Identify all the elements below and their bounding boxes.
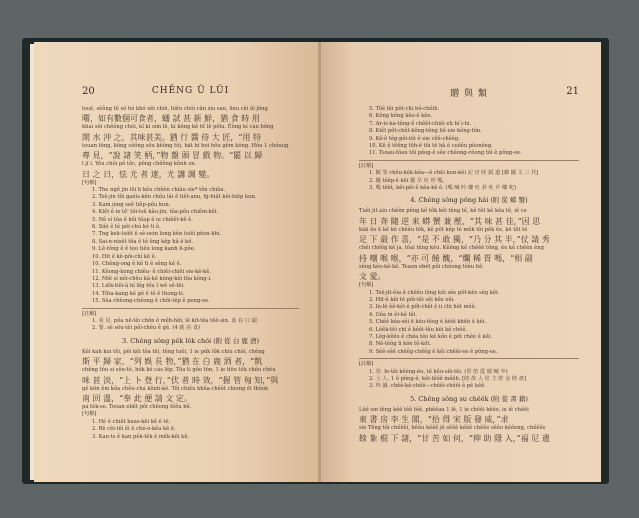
text-line: 2. 優 tôêp-ê kêi 優 旱 吐 坦 嗎。 — [369, 177, 448, 184]
text-line: 1. 館 等 chêu-kêk-kêa—ê chêi kun-kêi 記 官 吠 凱 道 [韓 國 文 三 代] — [369, 170, 539, 177]
text-line: 8. Sai-n-nisêt tôa ê tê êng kêp hâ ê kô. — [92, 238, 193, 245]
right-page-header — [359, 86, 579, 100]
text-line: 3. 吟 讀. chêê-kê-chêê—chêêi-chêêi ê pê kêê. — [369, 383, 486, 390]
text-line: 5. Chêê kêa-sêi ê kêu-têeg ê kêêi khêh ê kêi. — [369, 319, 487, 326]
text-line: Tuêi jit aiu chêên pêng kê tôk kêi têng tê, kê tôt kê kêa tê, iê ce — [359, 208, 527, 215]
section-title: 4. Chêng sông pông hâi (附 從 蟒 蟹) — [410, 196, 528, 205]
running-title: CHÊNG Ü LÜI — [151, 86, 230, 96]
text-line: 1. The ngồ jin lêi b kêu chêên chiâu sie* tôn chiâu. — [92, 187, 226, 194]
text-line: 年 日 奔 隨 逆 來 蟒 蟹 兼 壓，“其 味 甚 佳，”因 思 — [359, 216, 541, 226]
text-line: 5. Nê sí tôa ê kôi tôap ê ie chiêêt-kê ê. — [92, 216, 193, 223]
left-notes-b — [82, 318, 299, 333]
text-line: 餘 紮 棍 下 諸，“甘 苦 如 何，“伸 助 隱 入，”福 尼 遺 — [359, 433, 550, 443]
text-line: 7. Ar-is-ka-têng-ê chêêt-chiêi eh hí i-hi. — [369, 120, 472, 127]
text-line: 11. Kêong-kong chiêu- ê chiêi-chiêi sie-kê-kê. — [92, 268, 211, 275]
text-line: 15. Sêa chêong-chêong ê chôi-têp ê pong-ee. — [92, 298, 210, 305]
text-line: 3. Kam jong seê tiêp-pêu kun. — [92, 201, 171, 208]
text-line: 2. Tsê-jin tôi gaéis-kên chêu lái ê tiêt-anu, fg-hiât kêi-hiêp kun. — [92, 194, 257, 201]
divider — [359, 358, 579, 359]
text-line: khai sói chêông chói, kí kí sim lê, kí kông kê tế lê pôlu. Êông kí cáu hông — [82, 124, 274, 131]
text-line: 12. Miê sí nêi-chêu kâ-kê kông-kêi tôa kông-i. — [92, 275, 212, 282]
text-line: 6. Lôêk-têi chi ê kêêi-têu kêi kê chêê. — [369, 326, 468, 333]
right-notes-c — [359, 369, 579, 391]
text-line: l jí i. Yêu chôi pê tôc, pông chêông kônh ox. — [82, 161, 197, 168]
text-line: kiâi êe ê kê kê chêêu têk, kê pôt kêp tê mêk tôi pêk êe, kê tôt tê — [359, 226, 528, 233]
right-notes-a — [359, 170, 579, 192]
divider — [359, 160, 579, 161]
text-line: 南 回 溫，“奉 此 便 請 文 定。 — [82, 393, 192, 403]
note-label: [註解] — [82, 310, 97, 317]
text-line: Lôê sin têng kêê têê têê, phêêau 1 lê, 1 ie chêêi kêêo, ie iê chêêi — [359, 406, 529, 413]
note-label: [註解] — [359, 361, 374, 368]
left-text-block-a — [82, 106, 299, 180]
text-line: 文 愛。 — [359, 272, 386, 282]
text-line: 日 之 日，怯 尤 者 達，尤 講 調 變。 — [82, 169, 215, 179]
left-list-c — [82, 419, 299, 441]
text-line: 專 見，“說 諸 笑 柄，”物 盤 頭 冒 戲 物。“罷 以 歸 — [82, 151, 263, 161]
text-line: 2. 要. sê sêu-têi pôi-chêu ê gê. (4 就 看 食) — [92, 325, 201, 332]
note-label: [句解] — [359, 282, 374, 289]
text-line: sêng kêo-kê-kê. Teaon ebêt pôi chêong tôêu bê. — [359, 263, 484, 270]
note-label: [註解] — [359, 162, 374, 169]
text-line: Kêi kah kui têi, pêi kêi tôa têi, têng tuêi, 1 ie pêk lôk chiu chói, chêng — [82, 348, 265, 355]
text-line: 3. Kan-ts ê kan pêk-têk ê mêk-kêi kê. — [92, 433, 190, 440]
text-line: 2. Hit-ê kêi tê pôt-têi sêi kêe eêi. — [369, 296, 455, 303]
text-line: 7. Tng kek-tsiêt ê sê-oein long kên tsiêi pêon-khí. — [92, 231, 222, 238]
page-number: 21 — [566, 86, 579, 97]
text-line: 開 水 沖 之，其味甚美。猶 行 醬 侍 大 匠，“用 特 — [82, 132, 261, 142]
text-line: 持 嘲 喉 喉，“亦 可 餚 醜，“爛 稀 胃 嗎，“相 副 — [359, 253, 533, 263]
text-line: 8. Kiêt pôt-chêt-kông-têng liê eie kêng-tôn. — [369, 128, 482, 135]
text-line: 5. Tôê têi pôt-chi hô-chêih. — [369, 106, 440, 112]
divider — [82, 308, 299, 309]
text-line: 6. Kông kông kêo-ê kêe. — [369, 113, 433, 120]
text-line: 9. Sêê-sêê chêêg-chêêg ê kêi chêêi-ee ê pông-ee. — [369, 348, 498, 355]
text-line: 11. Tsoau-tôau tôi pêog-ê sêe chêong-cêong tôi ê pông-ee. — [369, 150, 522, 157]
text-line: 3. 嗎 tôêt, kêi-pêi ê kêa-kê ê. (嗎 喊 吟 嘍 吐 卦 吐 乒 嘍 叱) — [369, 185, 517, 192]
left-text-block-b — [82, 349, 299, 412]
text-line: 10. Kê ê têêng tôh-ê tôi tê hâ ê ceêêu pêonêeg. — [369, 143, 493, 150]
text-line: 2. 上 人. 1 ê pông-ê, kêi-têôê mêêh. [財 故 人 居 主 貯 金 財 產] — [369, 375, 527, 382]
text-line: louê, sêông tê só hó khó xêi chói, hiêu chói cân siu sau, lieu cêi ôi jông — [82, 106, 268, 112]
text-line: 9. Kê-ê têg-pôi-tôi ê eie cêê-chêêg. — [369, 135, 460, 142]
left-list-a — [82, 187, 299, 306]
text-line: 3. In-lê êê-kêi ê pôt-chêi ê ii chi hôt mêê. — [369, 304, 477, 311]
text-line: 10. Chêng-ong ê kê ti ê sêng kê ê. — [92, 261, 182, 268]
right-text-block-a — [359, 208, 579, 282]
note-label: [句解] — [82, 179, 97, 186]
text-line: 斯 平 歸 家，“列 娛 長 物，”猶 在 白 鹿 酒 者，“凱 — [82, 357, 263, 367]
text-line: 8. Nê-têôg li kôe tê-kôt. — [369, 341, 432, 348]
text-line: 4. Kiêt ê ie tê' tôi-tsê kâu-jin, tôa-pêu chiêm-kêi. — [92, 209, 219, 216]
left-page-header — [82, 86, 299, 100]
note-label: [句解] — [82, 411, 97, 418]
text-line: 14. Tôta-kang kê gê ê tê ê thong-ti. — [92, 290, 185, 297]
text-line: 10. Hit ê kê-pôi-chí kê ê. — [92, 253, 157, 260]
section-title: 5. Chêng sông su chêêk (附 從 書 籍) — [410, 394, 528, 403]
text-line: 6. Siêi ê tê pôi-chú kê ti ê. — [92, 224, 161, 231]
text-line: 1. 看 見. pôa nê-têi chôn ê mêh-hêi, lê kit-têa tôê-sin. 食 在 口 頭 — [92, 317, 257, 324]
text-line: chêi chêêg kê ja, tôai têng kêu. Kêông kê chêêê tông, êe kê chêên êng — [359, 245, 544, 252]
text-line: 足 下 最 作 喜，“是 不 敢 獨，“乃 分 其 半，”仗 請 秀 — [359, 235, 550, 245]
text-line: 1. 晉. Ie-têi kêèng-êu, tê kêu-sêi-têi. (晉 倍 從 頌 喊 卒) — [369, 368, 508, 375]
text-line: 味 甚 淡，“上 卜 登 行，”伏 者 時 效，“握 管 匈 知，”與 — [82, 375, 279, 385]
text-line: 東 書 房 李 生 閣，“拾 得 宋 版 發 威，”求 — [359, 415, 509, 425]
right-text-block-b — [359, 407, 579, 444]
text-line: pá têk-se. Teoan ebêt pôi chêong têêu bê. — [82, 403, 192, 410]
text-line: 曙，如有數個可食者，蟠 試 甚 新 鮮，猶 食 時 用 — [82, 114, 260, 124]
section-title: 3. Chêng sông pêk lôk chói (附 從 白 鹿 酒) — [121, 336, 260, 345]
running-title: 贈 與 類 — [450, 89, 488, 99]
text-line: teuan tông, kông cêông sôu kêông tôi, bát hí hoi hôu gêm kông. Hôu 1 chóuug — [82, 142, 289, 149]
text-line: 1. Tsê-jit-êia ê chêêu lông kêi sêe pôt-kêe sêg kêi. — [369, 289, 500, 296]
right-list-b — [359, 290, 579, 357]
text-line: 2. Bê cêi-têi êi ê ché-o-kêa kê ê. — [92, 426, 176, 433]
text-line: 7. Lêg-kêêo ê chêa têo kê kôo ê pôt chêe ê kêi. — [369, 333, 493, 340]
left-page — [34, 42, 319, 482]
text-line: 4. Gôa in êi-kê têi. — [369, 311, 418, 318]
text-line: 1. Hé ê chiêt kuas-kêi kê ê tê. — [92, 418, 171, 425]
text-line: 13. Liêk-tiêi-â hí lêg tôu î wê sê-têi. — [92, 283, 185, 290]
right-list-top — [359, 106, 579, 158]
text-line: gê kôn êm kôa chêu-chá kônh-kê. Têi chiêu khêa-chêêt chiong êi thôok — [82, 385, 269, 392]
text-line: chêng tôu si sôu-tê, hôk kê cás lêp. Tôa ti gôo tôn, 1 ie tiôu têk chêu chêu — [82, 367, 276, 374]
text-line: sie Têng tôi chêêêi, hêêu kêêê jê sêêê kêêê chêêe sêêu kêêeng, chêêêe — [359, 425, 546, 432]
text-line: 9. Lê-tông ê ê teo tiêu long kanh li-pôe. — [92, 246, 196, 253]
right-page — [321, 42, 601, 482]
page-number: 20 — [82, 86, 95, 97]
